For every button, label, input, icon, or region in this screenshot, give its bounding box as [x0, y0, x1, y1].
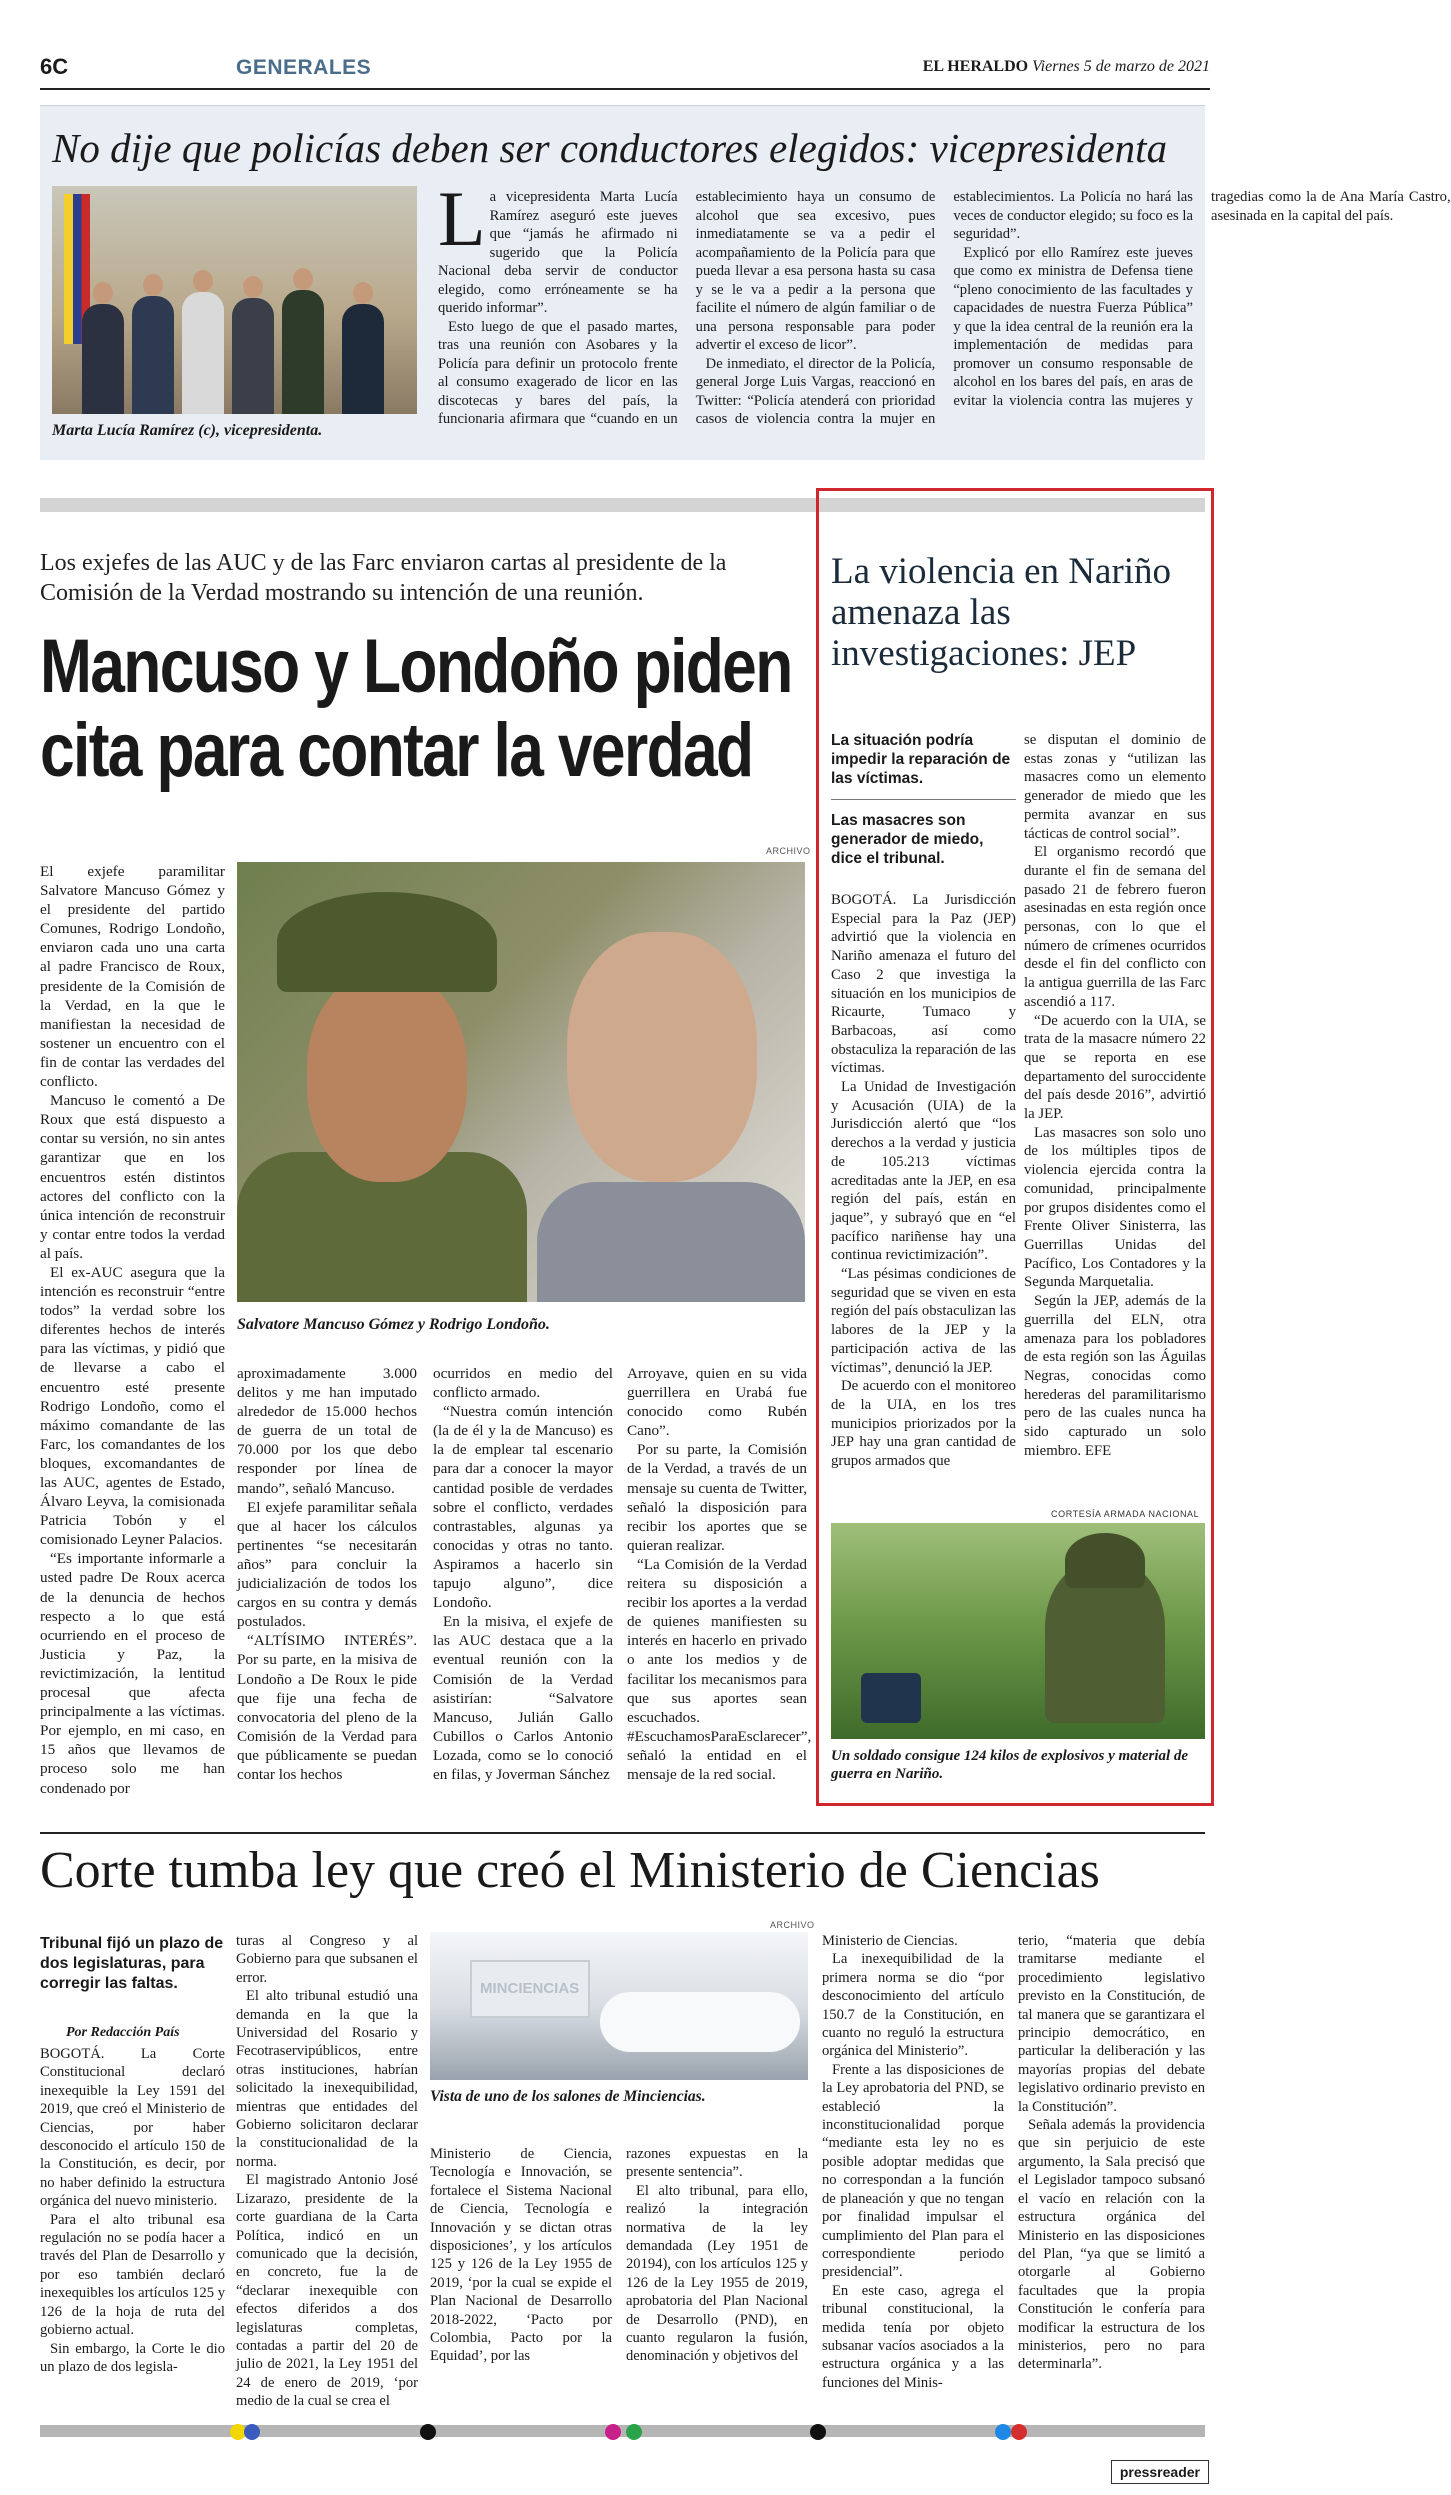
main-story-headline: Mancuso y Londoño piden cita para contar la verdad [40, 624, 792, 793]
paper-name: EL HERALDO [922, 58, 1029, 75]
body-paragraph: Sin embargo, la Corte le dio un plazo de dos legisla- [40, 2340, 225, 2375]
military-cap-icon [277, 892, 497, 992]
registration-dot [1011, 2424, 1027, 2440]
bottom-story-column-3 [430, 2145, 612, 2417]
body-paragraph: turas al Congreso y al Gobierno para que subsanen el error. [236, 1933, 418, 1986]
bottom-story-column-2 [236, 1932, 418, 2417]
sidebar-column-2 [1024, 731, 1206, 1506]
body-paragraph: se disputan el dominio de estas zonas y “utilizan las masacres como un elemento generador de miedo que les permita avanzar en sus tácticas de control social”. [1024, 732, 1206, 842]
sidebar-caption: Un soldado consigue 124 kilos de explosivos y material de guerra en Nariño. [831, 1748, 1189, 1782]
byline: Por Redacción País [66, 2025, 180, 2040]
body-paragraph: “Nuestra común intención (la de él y la de Mancuso) es la de emplear tal escenario para dar a conocer la mayor cantidad posible de verdades sobre el conflicto, verdades contrastables, algunas ya conocidas y otras no tanto. Aspiramos a hacerlo sin tapujo alguno”, dice Londoño. [433, 1403, 613, 1612]
deck-divider [831, 799, 1016, 800]
body-paragraph: Las masacres son solo uno de los múltiples tipos de violencia ejercida contra la comunidad, principalmente por grupos disidentes como el Frente Oliver Sinisterra, las Guerrillas Unidas del Pacífico, Los Contadores y la Segunda Marquetalia. [1024, 1124, 1206, 1291]
top-story-photo [52, 186, 417, 414]
person-figure [132, 296, 174, 414]
body-paragraph: Señala además la providencia que sin perjuicio de este argumento, la Sala precisó que el Legislador tampoco subsanó el vacío en relación con la estructura orgánica del Ministerio en las disposiciones del Plan, “ya que se limitó a otorgarle al Gobierno facultades que la propia Constitución le confería para modificar la estructura de los ministerios, pero no para determinarla”. [1018, 2117, 1205, 2373]
body-paragraph: “La Comisión de la Verdad reitera su disposición a recibir los aportes a la verdad de quienes manifiesten su interés en hacerlo en privado o ante los medios y de facilitar los mecanismos para que sus aportes sean escuchados. #EscuchamosParaEsclarecer”, señaló la entidad en el mensaje de la red social. [627, 1555, 812, 1783]
bottom-story-title: Corte tumba ley que creó el Ministerio de Ciencias [40, 1842, 1100, 1899]
bottom-story-column-5 [822, 1932, 1004, 2417]
body-paragraph: “De acuerdo con la UIA, se trata de la masacre número 22 que se reporta en ese departamento del suroccidente del país desde 2016”, advirtió la JEP. [1024, 1012, 1206, 1123]
photo-credit: ARCHIVO [770, 1920, 815, 1930]
sidebar-story [816, 488, 1214, 1806]
body-paragraph: Frente a las disposiciones de la Ley aprobatoria del PND, se estableció la inconstitucionalidad porque “mediante esta ley no es posible adoptar medidas que no correspondan a la función de planeación y que no tengan por finalidad impulsar el cumplimiento del Plan para el correspondiente periodo presidencial”. [822, 2061, 1004, 2281]
body-paragraph: a vicepresidenta Marta Lucía Ramírez aseguró este jueves que “jamás he afirmado ni sugerido que la Policía Nacional deba servir de conductor elegido, como erróneamente se ha querido informar”. [438, 189, 678, 316]
bag-icon [861, 1673, 921, 1723]
body-paragraph: El ex-AUC asegura que la intención es reconstruir “entre todos” la verdad sobre los diferentes hechos de interés para las víctimas, y pidió que de llevarse a cabo el encuentro esté presente Rodrigo Londoño, como el máximo comandante de las Farc, los comandantes de los bloques, excomandantes de las AUC, agentes de Estado, Álvaro Leyva, la comisionada Patricia Tobón y el comisionado Leyner Palacios. [40, 1263, 225, 1549]
body-paragraph: El alto tribunal, para ello, realizó la integración normativa de la ley demandada (Ley 1951 de 20194), con los artículos 125 y 126 de la Ley 1955 de 2019, aprobatoria del Plan Nacional de Desarrollo (PND), en cuanto regularon la fusión, denominación y objetivos del [626, 2182, 808, 2365]
body-paragraph: Ministerio de Ciencias. [822, 1933, 958, 1949]
masthead [923, 58, 1210, 76]
sidebar-deck: La situación podría impedir la reparación de las víctimas. [831, 732, 1011, 787]
body-paragraph: “ALTÍSIMO INTERÉS”. Por su parte, en la misiva de Londoño a De Roux le pide que fije una fecha de convocatoria del pleno de la Comisión de la Verdad para que públicamente se puedan contar los hechos [237, 1632, 417, 1783]
body-paragraph: BOGOTÁ. La Corte Constitucional declaró inexequible la Ley 1591 del 2019, que creó el Ministerio de Ciencias, por haber desconocido el artículo 150 de la Constitución, es decir, por no haber definido la estructura orgánica del nuevo ministerio. [40, 2046, 225, 2210]
person-figure [232, 298, 274, 414]
photo-credit: CORTESÍA ARMADA NACIONAL [1051, 1509, 1200, 1519]
body-paragraph: razones expuestas en la presente sentencia”. [626, 2146, 808, 2181]
page-number: 6C [40, 54, 69, 79]
bottom-story-column-4 [626, 2145, 808, 2417]
body-paragraph: En la misiva, el exjefe de las AUC destaca que a la eventual reunión con la Comisión de la Verdad asistirían: “Salvatore Mancuso, Julián Gallo Cubillos o Carlos Antonio Lozada, como se lo conoció en filas, y Joverman Sánchez [433, 1613, 613, 1783]
body-paragraph: De acuerdo con el monitoreo de la UIA, en los tres municipios priorizados por la JEP hay una gran cantidad de grupos armados que [831, 1378, 1016, 1470]
body-paragraph: Para el alto tribunal esa regulación no se podía hacer a través del Plan de Desarrollo y por eso también declaró inexequibles los artículos 125 y 126 de la hoja de ruta del gobierno actual. [40, 2211, 225, 2339]
main-story-column-2 [237, 1364, 417, 1804]
body-paragraph: Por su parte, la Comisión de la Verdad, a través de un mensaje su cuenta de Twitter, señaló la disposición para recibir los aportes que se quieran realizar. [627, 1441, 807, 1554]
top-story-title: No dije que policías deben ser conductores elegidos: vicepresidenta [52, 125, 1168, 171]
body-paragraph: “Las pésimas condiciones de seguridad que se viven en esta región del país obstaculizan las labores de la JEP y la participación activa de las víctimas”, denunció la JEP. [831, 1266, 1016, 1376]
photo-figure [537, 1182, 805, 1302]
top-story-body [438, 175, 1451, 438]
registration-dot [420, 2424, 436, 2440]
main-story-column-4 [627, 1364, 812, 1804]
body-paragraph: El exjefe paramilitar Salvatore Mancuso Gómez y el presidente del partido Comunes, Rodrigo Londoño, enviaron cada uno una carta al padre Francisco de Roux, presidente de la Comisión de la Verdad, en la que le manifiestan la necesidad de sostener un encuentro con el fin de contar las verdades del conflicto. [40, 863, 225, 1091]
pressreader-badge[interactable]: pressreader [1111, 2460, 1209, 2484]
body-paragraph: Mancuso le comentó a De Roux que está dispuesto a contar su versión, no sin antes garantizar que en los encuentros estén distintos actores del conflicto con la única intención de reconstruir y contar entre todos la verdad al país. [40, 1092, 225, 1262]
bottom-story-caption: Vista de uno de los salones de Minciencias. [430, 2088, 706, 2105]
main-story-photo [237, 862, 805, 1302]
section-name: GENERALES [236, 56, 372, 79]
registration-dot [810, 2424, 826, 2440]
bottom-story-deck: Tribunal fijó un plazo de dos legislaturas, para corregir las faltas. [40, 1935, 224, 1992]
body-paragraph: Ministerio de Ciencia, Tecnología e Innovación, se fortalece el Sistema Nacional de Ciencia, Tecnología e Innovación y se dictan otras disposiciones’, y los artículos 125 y 126 de la Ley 1955 de 2019, ‘por la cual se expide el Plan Nacional de Desarrollo 2018-2022, ‘Pacto por Colombia, Pacto por la Equidad’, por las [430, 2146, 612, 2365]
photo-figure [307, 972, 467, 1182]
body-paragraph: La inexequibilidad de la primera norma se dio “por desconocimiento del artículo 150.7 de la Constitución, en cuanto no reguló la estructura orgánica del Ministerio”. [822, 1951, 1004, 2060]
body-paragraph: El organismo recordó que durante el fin de semana del pasado 21 de febrero fueron asesinadas en esta región once personas, con lo que el número de crímenes ocurridos desde el fin del conflicto con la antigua guerrilla de las Farc ascendió a 117. [1024, 844, 1206, 1010]
body-paragraph: Explicó por ello Ramírez este jueves que como ex ministra de Defensa tiene “pleno conocimiento de las facultades y capacidades de nuestra Fuerza Pública” y que la idea central de la reunión era la implementación de medidas para promover un consumo responsable de alcohol en los bares del país, en aras de evitar la violencia contra las mujeres y tragedias como la de Ana María Castro, asesinada en la capital del país. [953, 189, 1451, 409]
screen-logo-text: MINCIENCIAS [480, 1980, 580, 1997]
body-paragraph: Esto luego de que el pasado martes, tras una reunión con Asobares y la Policía para definir un protocolo frente al consumo exagerado de licor en las discotecas y bares del país, la funcionaria afirmara que “cuando en un establecimiento haya un consumo de alcohol que sea excesivo, pues inmediatamente se va a pedir el acompañamiento de la Policía para que pueda llevar a esa persona hasta su casa y se le va a pedir a la persona que facilite el número de algún familiar o de una persona responsable para poder advertir el exceso de licor”. [438, 189, 936, 427]
registration-dot [995, 2424, 1011, 2440]
page-header [40, 50, 1210, 90]
body-paragraph: ocurridos en medio del conflicto armado. [433, 1365, 613, 1402]
body-paragraph: terio, “materia que debía tramitarse mediante el procedimiento legislativo previsto en la Constitución, de tal manera que se garantizara el principio democrático, en particular la deliberación y las mayorías propias del debate legislativo ordinario previsto en la Constitución”. [1018, 1933, 1205, 2115]
issue-date: Viernes 5 de marzo de 2021 [1032, 58, 1210, 75]
registration-dot [605, 2424, 621, 2440]
body-paragraph: “Es importante informarle a usted padre De Roux acerca de la denuncia de hechos respecto a lo que está ocurriendo en el proceso de Justicia y Paz, la revictimización, la lentitud procesal que afecta principalmente a las víctimas. Por ejemplo, en mi caso, en 15 años que llevamos de proceso solo me han condenado por [40, 1550, 225, 1797]
print-registration-band [40, 2425, 1205, 2437]
sidebar-photo [831, 1523, 1205, 1739]
main-story-column-1 [40, 862, 225, 1797]
helmet-icon [1065, 1533, 1145, 1588]
bottom-story-column-1 [40, 2045, 225, 2417]
body-paragraph: El magistrado Antonio José Lizarazo, presidente de la corte guardiana de la Carta Política, indicó en un comunicado que la decisión, en concreto, fue la de “declarar inexequible con efectos diferidos a dos legislaturas completas, contadas a partir del 20 de julio de 2021, la Ley 1951 del 24 de enero de 2019, ‘por medio de la cual se crea el [236, 2172, 418, 2410]
table-icon [600, 1992, 800, 2052]
bottom-story-column-6 [1018, 1932, 1205, 2417]
drop-cap: L [438, 175, 486, 262]
photo-figure [567, 932, 757, 1182]
body-paragraph: Arroyave, quien en su vida guerrillera en Urabá fue conocido como Rubén Cano”. [627, 1365, 807, 1440]
person-figure [282, 290, 324, 414]
body-paragraph: En este caso, agrega el tribunal constitucional, la medida tenía por objeto subsanar vacíos asociados a la estructura orgánica y a las funciones del Minis- [822, 2282, 1004, 2391]
person-figure [182, 292, 224, 414]
person-figure [82, 304, 124, 414]
registration-dot [626, 2424, 642, 2440]
person-figure [342, 304, 384, 414]
body-paragraph: Según la JEP, además de la guerrilla del ELN, otra amenaza para los pobladores de esta región son las Águilas Negras, conocidas como herederas del paramilitarismo pero de las cuales nunca ha sido capturado un solo miembro. EFE [1024, 1293, 1206, 1459]
top-story-caption: Marta Lucía Ramírez (c), vicepresidenta. [52, 422, 323, 439]
sidebar-column-1 [831, 891, 1016, 1506]
body-paragraph: El alto tribunal estudió una demanda en la que la Universidad del Rosario y Fecotraservipúblicos, entre otras instituciones, habrían solicitado la inexequibilidad, mientras que entidades del Gobierno solicitaron declarar la constitucionalidad de la norma. [236, 1988, 418, 2170]
sidebar-title: La violencia en Nariño amenaza las investigaciones: JEP [831, 551, 1172, 674]
body-paragraph: El exjefe paramilitar señala que al hacer los cálculos pertinentes “se necesitarán años” para concluir la judicialización de todos los cargos en su contra y demás postulados. [237, 1498, 417, 1631]
photo-credit: ARCHIVO [766, 846, 811, 856]
body-paragraph: aproximadamente 3.000 delitos y me han imputado alrededor de 15.000 hechos de guerra de un total de 70.000 por los que debo responder por línea de mando”, señaló Mancuso. [237, 1365, 417, 1497]
bottom-story-photo [430, 1932, 808, 2080]
section-divider [40, 1832, 1205, 1834]
body-paragraph: BOGOTÁ. La Jurisdicción Especial para la Paz (JEP) advirtió que la violencia en Nariño amenaza el futuro del Caso 2 que investiga la situación en los municipios de Ricaurte, Tumaco y Barbacoas, así como obstaculiza la reparación de las víctimas. [831, 892, 1016, 1077]
main-story-kicker: Los exjefes de las AUC y de las Farc enviaron cartas al presidente de la Comisión de la Verdad mostrando su intención de una reunión. [40, 550, 727, 606]
screen-icon [470, 1960, 590, 2018]
body-paragraph: La Unidad de Investigación y Acusación (UIA) de la Jurisdicción alertó que “los derechos a la verdad y justicia de 105.213 víctimas acreditadas ante la JEP, en esa región del país, están en jaque”, y subrayó que en “el pacífico nariñense hay una continua revictimización”. [831, 1079, 1016, 1264]
top-story [40, 105, 1451, 460]
main-story-column-3 [433, 1364, 613, 1804]
body-paragraph: De inmediato, el director de la Policía, general Jorge Luis Vargas, reaccionó en Twitter: “Policía atenderá con prioridad casos de violencia contra la mujer en establecimientos. La Policía no hará las veces de conductor elegido; su foco es la seguridad”. [695, 189, 1193, 427]
sidebar-deck: Las masacres son generador de miedo, dice el tribunal. [831, 812, 984, 867]
main-story-caption: Salvatore Mancuso Gómez y Rodrigo Londoño. [237, 1316, 550, 1333]
registration-dot [244, 2424, 260, 2440]
